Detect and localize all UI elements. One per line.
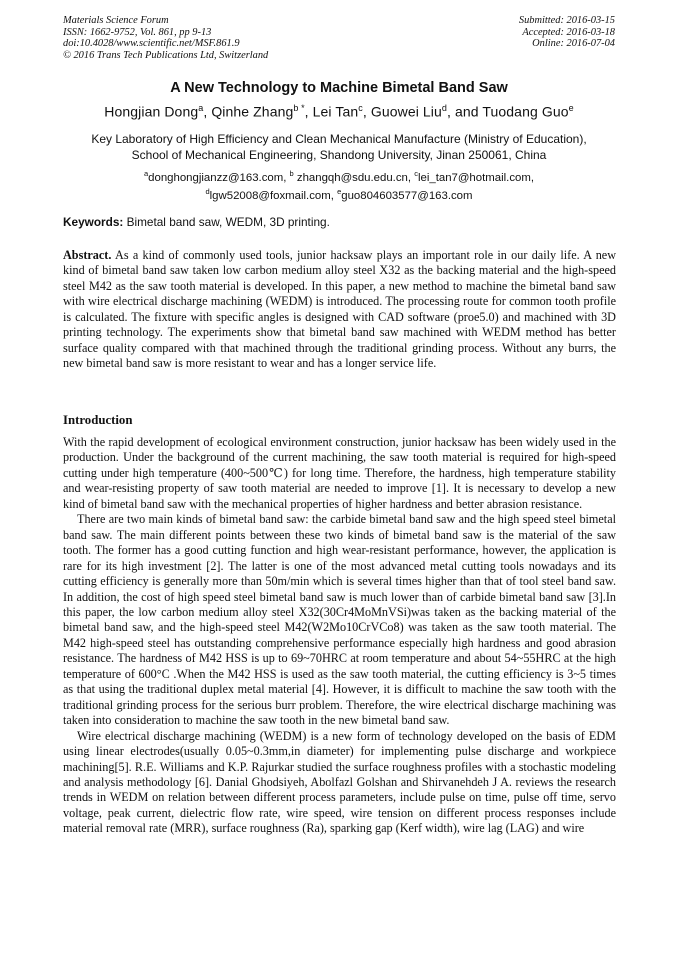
online-date: Online: 2016-07-04 [532,38,615,50]
email-line [0,185,678,203]
doi-line: doi:10.4028/www.scientific.net/MSF.861.9 [63,38,240,50]
email-mark: a [143,169,149,178]
email-mark: c [414,169,418,178]
section-heading: Introduction [63,413,133,427]
author-emails [0,167,678,203]
email-link[interactable]: guo804603577@163.com [341,189,473,202]
abstract-label: Abstract. [63,248,112,262]
email-link[interactable]: donghongjianzz@163.com, [148,171,290,184]
submitted-date: Submitted: 2016-03-15 [518,15,615,26]
email-mark: d [205,186,210,196]
email-link[interactable]: zhangqh@sdu.edu.cn, [293,171,415,184]
author-name: Hongjian Dong [104,103,199,120]
author-affil-mark: c [358,103,363,113]
keywords [63,215,616,229]
introduction-section [63,435,616,837]
keywords-text: Bimetal band saw, WEDM, 3D printing. [126,215,330,229]
keywords-label: Keywords: [63,215,124,229]
affiliation-line: School of Mechanical Engineering, Shandong University, Jinan 250061, China [131,148,547,162]
abstract [63,248,616,372]
author-affil-mark: e [568,103,574,113]
issn-line: ISSN: 1662-9752, Vol. 861, pp 9-13 [63,26,212,38]
submission-dates [519,15,615,50]
affiliation-line: Key Laboratory of High Efficiency and Clean Mechanical Manufacture (Ministry of Education), [91,132,587,146]
paper-title: A New Technology to Machine Bimetal Band Saw [170,80,508,96]
paragraph: Wire electrical discharge machining (WEDM) is a new form of technology developed on the basis of EDM using linear electrodes(usually 0.05~0.3mm,in diameter) for implementing pulse discharge and workpiece machining[5]. R.E. Williams and K.P. Rajurkar studied the surface roughness profiles with a stochastic modeling and analysis methodology [6]. Danial Ghodsiyeh, Abolfazl Golshan and Shirvanehdeh J A. reviews the research trends in WEDM on relation between different process parameters, include pulse on time, pulse off time, servo voltage, peak current, dielectric flow rate, wire speed, wire tension on different process responses include material removal rate (MRR), surface roughness (Ra), sparking gap (Kerf width), wire lag (LAG) and wire [63,728,616,836]
author-name: Lei Tan [312,103,359,120]
author-affil-mark: a [198,103,204,113]
author-separator: , [447,103,455,120]
email-line [0,167,678,185]
author-name: Guowei Liu [370,103,442,120]
journal-name: Materials Science Forum [63,15,169,26]
email-link[interactable]: lei_tan7@hotmail.com, [417,171,534,184]
author-list [0,103,678,120]
author-affil-mark: b * [293,103,305,113]
journal-info [63,15,268,61]
author-affil-mark: d [441,103,447,113]
author-and: and [454,103,483,120]
copyright-line: © 2016 Trans Tech Publications Ltd, Switzerland [63,49,269,61]
author-separator: , [203,103,212,120]
email-mark: b [289,169,294,178]
email-mark: e [337,186,342,196]
author-separator: , [362,103,371,120]
abstract-text: As a kind of commonly used tools, junior hacksaw plays an important role in our daily life. A new kind of bimetal band saw taken low carbon medium alloy steel X32 as the backing material and the high-speed steel M42 as the saw tooth material is developed. In this paper, a new method to machine the bimetal band saw with wire electrical discharge machining (WEDM) is introduced. The processing route for common tooth profile is calculated. The fixture with specific angles is designed with CAD software (proe5.0) and machined with 3D printing technology. The experiments show that bimetal band saw machined with WEDM method has better surface quality compared with that machined through the traditional grinding process. Without any burrs, the new bimetal band saw is more resistant to wear and has a longer service life. [63,248,616,371]
author-name: Tuodang Guo [482,103,569,120]
paragraph: With the rapid development of ecological environment construction, junior hacksaw has been widely used in the production. Under the background of the current machining, the saw tooth material is required for high-speed cutting under high temperature (400~500℃) for long time. Therefore, the hardness, high temperature stability and wear-resisting property of saw tooth material are needed to improve [1]. It is necessary to develop a new kind of bimetal band saw with the mechanical properties of higher hardness and better abrasion resistance. [63,435,616,511]
email-link[interactable]: lgw52008@foxmail.com, [209,189,338,202]
paragraph: There are two main kinds of bimetal band saw: the carbide bimetal band saw and the high speed steel bimetal band saw. The main different points between these two kinds of bimetal band saw is the material of the saw tooth. The former has a good cutting function and high wear-resistant performance, however, the application is rare for its high investment [2]. The latter is one of the most advanced metal cutting tools nowadays and its cutting efficiency is generally more than 50m/min which is several times higher than that of tool steel band saw. In addition, the cost of high speed steel bimetal band saw is much lower than of carbide bimetal band saw [3].In this paper, the low carbon medium alloy steel X32(30Cr4MoMnVSi)was taken as the backing material of the bimetal band saw, and the high-speed steel M42(W2Mo10CrVCo8) was taken as the saw tooth material. The M42 high-speed steel has outstanding comprehensive performance especially high hardness and good abrasion resistance. The hardness of M42 HSS is up to 69~70HRC at room temperature and about 54~55HRC at the high temperature of 600°C .When the M42 HSS is used as the saw tooth material, the cutting efficiency is 3~5 times as that using the traditional duplex metal material [4]. However, it is difficult to machine the saw tooth with the traditional grinding process for the serious burr problem. Therefore, the wire electrical discharge machining was taken into consideration to machine the saw tooth in the new bimetal band saw. [63,512,616,728]
author-separator: , [304,103,313,120]
affiliation [0,131,678,163]
author-name: Qinhe Zhang [211,103,294,120]
accepted-date: Accepted: 2016-03-18 [522,26,615,38]
